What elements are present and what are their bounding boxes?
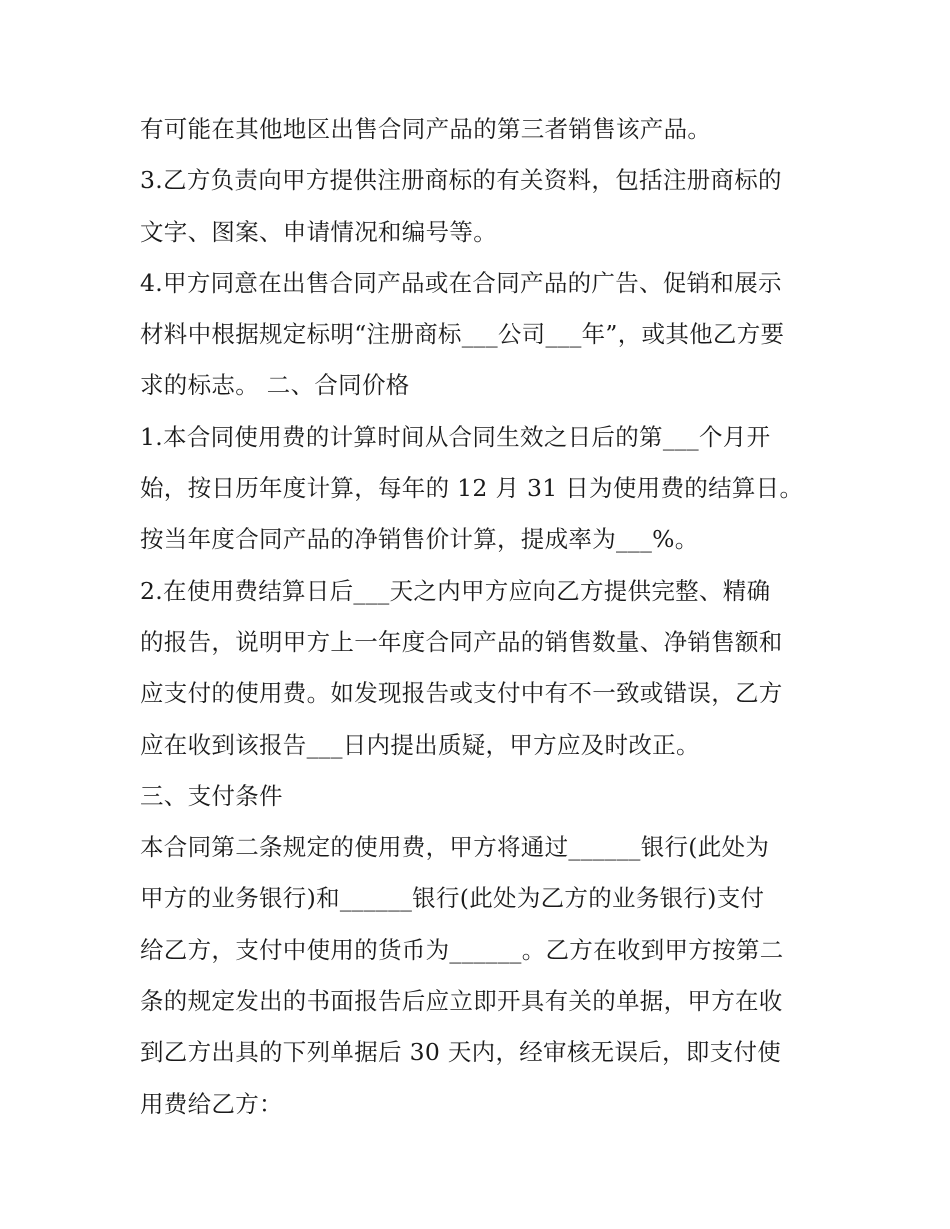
text-line: 的报告，说明甲方上一年度合同产品的销售数量、净销售额和 bbox=[140, 627, 783, 656]
text-line: 用费给乙方： bbox=[140, 1089, 283, 1118]
text-line: 按当年度合同产品的净销售价计算，提成率为___%。 bbox=[140, 525, 699, 554]
text-line: 应在收到该报告___日内提出质疑，甲方应及时改正。 bbox=[140, 730, 700, 759]
text-line: 给乙方，支付中使用的货币为______。乙方在收到甲方按第二 bbox=[140, 935, 784, 964]
text-line: 甲方的业务银行)和______银行(此处为乙方的业务银行)支付 bbox=[140, 884, 765, 913]
text-line: 始，按日历年度计算，每年的 12 月 31 日为使用费的结算日。 bbox=[140, 474, 804, 503]
text-line: 3.乙方负责向甲方提供注册商标的有关资料，包括注册商标的 bbox=[140, 166, 782, 195]
text-line: 本合同第二条规定的使用费，甲方将通过______银行(此处为 bbox=[140, 833, 770, 862]
document-page bbox=[140, 104, 820, 1130]
text-line: 4.甲方同意在出售合同产品或在合同产品的广告、促销和展示 bbox=[140, 268, 782, 297]
text-line: 到乙方出具的下列单据后 30 天内，经审核无误后，即支付使 bbox=[140, 1038, 782, 1067]
text-line: 2.在使用费结算日后___天之内甲方应向乙方提供完整、精确 bbox=[140, 576, 771, 605]
text-line: 应支付的使用费。如发现报告或支付中有不一致或错误，乙方 bbox=[140, 679, 783, 708]
text-line: 1.本合同使用费的计算时间从合同生效之日后的第___个月开 bbox=[140, 422, 771, 451]
section-heading: 三、支付条件 bbox=[140, 781, 283, 810]
text-line: 有可能在其他地区出售合同产品的第三者销售该产品。 bbox=[140, 115, 712, 143]
text-line: 条的规定发出的书面报告后应立即开具有关的单据，甲方在收 bbox=[140, 987, 783, 1016]
text-line: 文字、图案、申请情况和编号等。 bbox=[140, 217, 497, 246]
text-line: 材料中根据规定标明“注册商标___公司___年”，或其他乙方要 bbox=[140, 320, 785, 349]
text-line: 求的标志。 二、合同价格 bbox=[140, 371, 410, 400]
